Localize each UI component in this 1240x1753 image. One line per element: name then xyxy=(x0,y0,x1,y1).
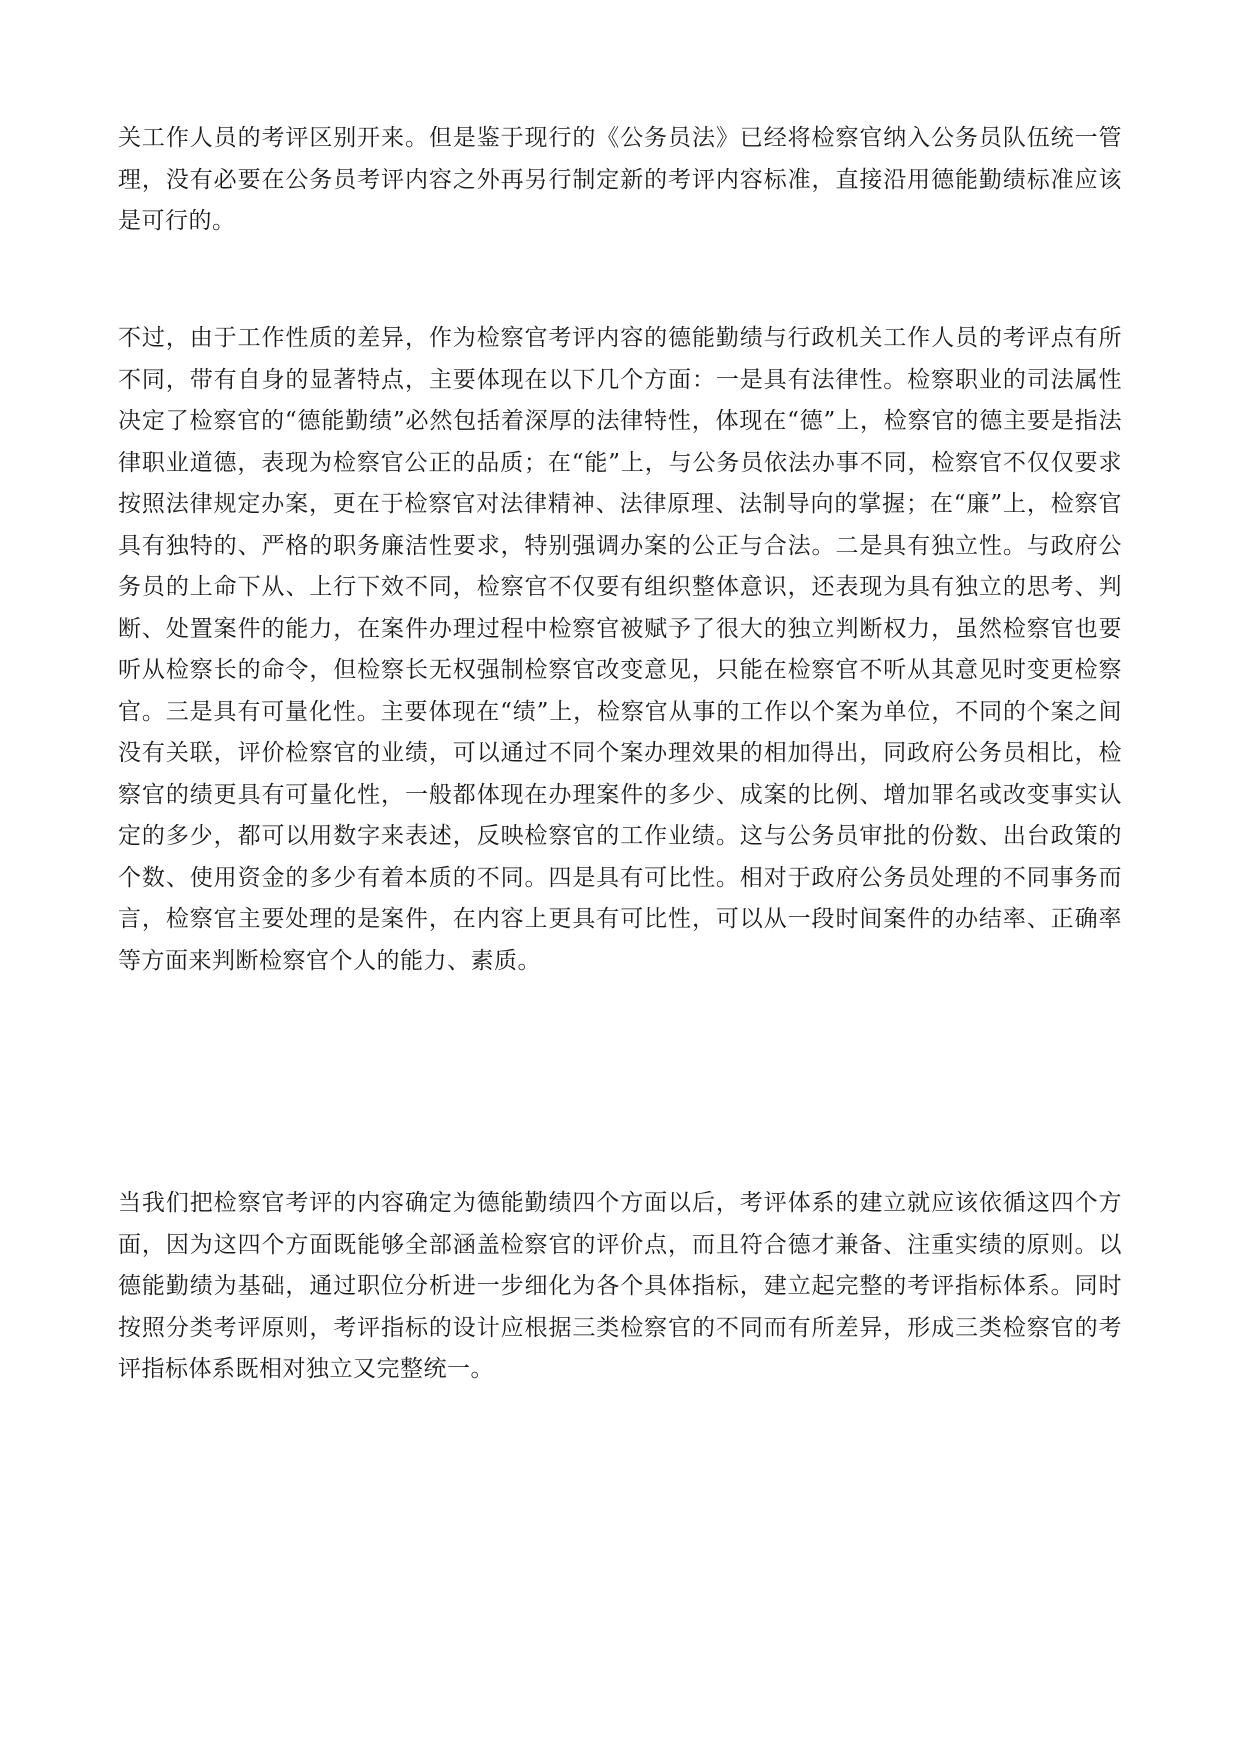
paragraph-2: 不过，由于工作性质的差异，作为检察官考评内容的德能勤绩与行政机关工作人员的考评点有所不同，带有自身的显著特点，主要体现在以下几个方面：一是具有法律性。检察职业的司法属性决定了检察官的“德能勤绩”必然包括着深厚的法律特性，体现在“德”上，检察官的德主要是指法律职业道德，表现为检察官公正的品质；在“能”上，与公务员依法办事不同，检察官不仅仅要求按照法律规定办案，更在于检察官对法律精神、法律原理、法制导向的掌握；在“廉”上，检察官具有独特的、严格的职务廉洁性要求，特别强调办案的公正与合法。二是具有独立性。与政府公务员的上命下从、上行下效不同，检察官不仅要有组织整体意识，还表现为具有独立的思考、判断、处置案件的能力，在案件办理过程中检察官被赋予了很大的独立判断权力，虽然检察官也要听从检察长的命令，但检察长无权强制检察官改变意见，只能在检察官不听从其意见时变更检察官。三是具有可量化性。主要体现在“绩”上，检察官从事的工作以个案为单位，不同的个案之间没有关联，评价检察官的业绩，可以通过不同个案办理效果的相加得出，同政府公务员相比，检察官的绩更具有可量化性，一般都体现在办理案件的多少、成案的比例、增加罪名或改变事实认定的多少，都可以用数字来表述，反映检察官的工作业绩。这与公务员审批的份数、出台政策的个数、使用资金的多少有着本质的不同。四是具有可比性。相对于政府公务员处理的不同事务而言，检察官主要处理的是案件，在内容上更具有可比性，可以从一段时间案件的办结率、正确率等方面来判断检察官个人的能力、素质。 xyxy=(118,325,1122,974)
paragraph-1: 关工作人员的考评区别开来。但是鉴于现行的《公务员法》已经将检察官纳入公务员队伍统一管理，没有必要在公务员考评内容之外再另行制定新的考评内容标准，直接沿用德能勤绩标准应该是可行的。 xyxy=(118,125,1122,234)
paragraph-3: 当我们把检察官考评的内容确定为德能勤绩四个方面以后，考评体系的建立就应该依循这四个方面，因为这四个方面既能够全部涵盖检察官的评价点，而且符合德才兼备、注重实绩的原则。以德能勤绩为基础，通过职位分析进一步细化为各个具体指标，建立起完整的考评指标体系。同时按照分类考评原则，考评指标的设计应根据三类检察官的不同而有所差异，形成三类检察官的考评指标体系既相对独立又完整统一。 xyxy=(118,1190,1122,1382)
